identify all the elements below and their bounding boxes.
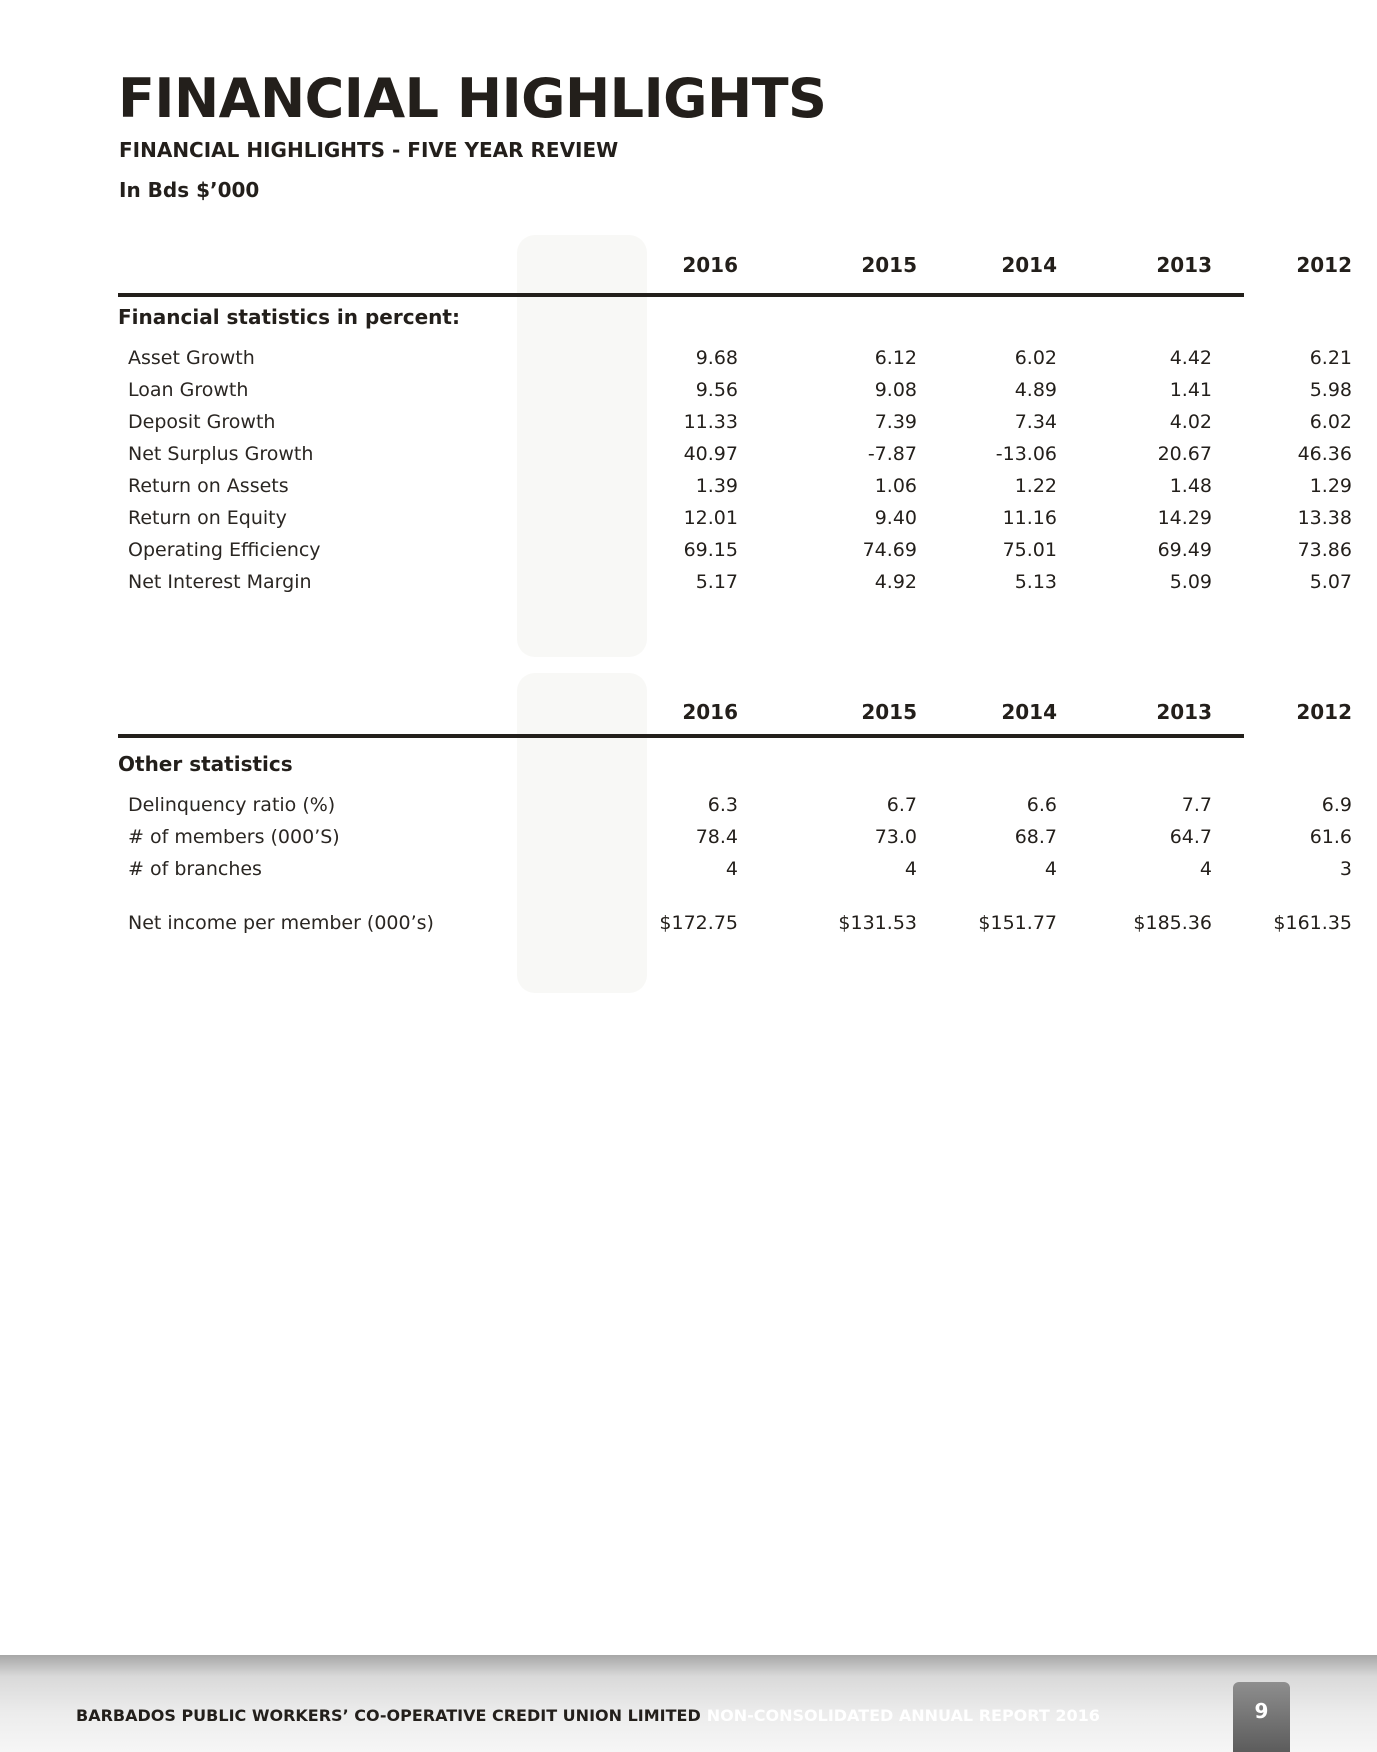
value-2014: $151.77	[978, 912, 1057, 934]
page-number: 9	[1233, 1682, 1290, 1752]
value-2015: -7.87	[867, 443, 917, 465]
other-statistics-table	[118, 700, 1352, 934]
value-2012: 1.29	[1309, 475, 1352, 497]
value-2016: 9.56	[695, 379, 738, 401]
value-2016: 11.33	[683, 411, 738, 433]
table-header-row	[118, 253, 1352, 293]
table-row	[118, 539, 1352, 565]
footer-report-title: NON-CONSOLIDATED ANNUAL REPORT 2016	[706, 1706, 1100, 1725]
value-2013: 7.7	[1181, 794, 1212, 816]
table-row	[118, 826, 1352, 852]
value-2012: 13.38	[1297, 507, 1352, 529]
value-2012: 6.9	[1321, 794, 1352, 816]
value-2013: 4	[1199, 858, 1212, 880]
year-header-2015: 2015	[861, 253, 917, 277]
value-2015: $131.53	[838, 912, 917, 934]
value-2016: $172.75	[659, 912, 738, 934]
year-header-2012: 2012	[1296, 700, 1352, 724]
value-2016: 78.4	[695, 826, 738, 848]
table-row	[118, 507, 1352, 533]
row-label: Operating Efficiency	[128, 539, 321, 561]
footer-organization: BARBADOS PUBLIC WORKERS’ CO-OPERATIVE CREDIT UNION LIMITED	[76, 1706, 701, 1725]
year-header-2014: 2014	[1001, 253, 1057, 277]
value-2014: 4	[1044, 858, 1057, 880]
value-2012: $161.35	[1273, 912, 1352, 934]
value-2013: $185.36	[1133, 912, 1212, 934]
row-label: Net income per member (000’s)	[128, 912, 434, 934]
value-2014: 4.89	[1014, 379, 1057, 401]
value-2013: 14.29	[1157, 507, 1212, 529]
header-rule	[118, 734, 1244, 738]
footer-text	[76, 1708, 1100, 1724]
value-2014: 6.6	[1026, 794, 1057, 816]
page-footer	[0, 1655, 1377, 1752]
value-2015: 9.40	[874, 507, 917, 529]
currency-unit-note: In Bds $’000	[119, 178, 260, 202]
table-row	[118, 912, 1352, 938]
value-2015: 6.12	[874, 347, 917, 369]
value-2015: 9.08	[874, 379, 917, 401]
year-header-2013: 2013	[1156, 253, 1212, 277]
value-2015: 74.69	[862, 539, 917, 561]
table-row	[118, 794, 1352, 820]
value-2016: 12.01	[683, 507, 738, 529]
value-2012: 46.36	[1297, 443, 1352, 465]
table-row	[118, 347, 1352, 373]
value-2016: 1.39	[695, 475, 738, 497]
value-2012: 3	[1339, 858, 1352, 880]
table-row	[118, 443, 1352, 469]
row-label: Asset Growth	[128, 347, 255, 369]
value-2013: 4.02	[1169, 411, 1212, 433]
value-2013: 1.48	[1169, 475, 1212, 497]
table-row	[118, 411, 1352, 437]
row-label: Net Interest Margin	[128, 571, 312, 593]
year-header-2012: 2012	[1296, 253, 1352, 277]
value-2016: 4	[725, 858, 738, 880]
value-2014: 6.02	[1014, 347, 1057, 369]
value-2016: 5.17	[695, 571, 738, 593]
value-2012: 73.86	[1297, 539, 1352, 561]
table-row	[118, 475, 1352, 501]
value-2016: 69.15	[683, 539, 738, 561]
row-label: Return on Equity	[128, 507, 287, 529]
section-heading: Financial statistics in percent:	[118, 305, 460, 329]
value-2014: 1.22	[1014, 475, 1057, 497]
value-2015: 6.7	[886, 794, 917, 816]
value-2015: 73.0	[874, 826, 917, 848]
value-2014: 75.01	[1002, 539, 1057, 561]
value-2014: -13.06	[995, 443, 1057, 465]
year-header-2016: 2016	[682, 700, 738, 724]
row-label: Loan Growth	[128, 379, 249, 401]
table-row	[118, 571, 1352, 597]
financial-statistics-table	[118, 253, 1352, 593]
page-subtitle: FINANCIAL HIGHLIGHTS - FIVE YEAR REVIEW	[119, 138, 619, 162]
row-label: Net Surplus Growth	[128, 443, 314, 465]
year-header-2014: 2014	[1001, 700, 1057, 724]
value-2013: 5.09	[1169, 571, 1212, 593]
value-2013: 64.7	[1169, 826, 1212, 848]
value-2014: 68.7	[1014, 826, 1057, 848]
year-header-2016: 2016	[682, 253, 738, 277]
value-2016: 40.97	[683, 443, 738, 465]
value-2014: 11.16	[1002, 507, 1057, 529]
value-2015: 4	[904, 858, 917, 880]
value-2012: 5.07	[1309, 571, 1352, 593]
value-2013: 20.67	[1157, 443, 1212, 465]
value-2012: 61.6	[1309, 826, 1352, 848]
header-rule	[118, 293, 1244, 297]
value-2012: 6.21	[1309, 347, 1352, 369]
row-label: Deposit Growth	[128, 411, 276, 433]
section-heading: Other statistics	[118, 752, 293, 776]
value-2015: 4.92	[874, 571, 917, 593]
value-2016: 9.68	[695, 347, 738, 369]
value-2013: 4.42	[1169, 347, 1212, 369]
page-title: FINANCIAL HIGHLIGHTS	[118, 67, 827, 130]
table-row	[118, 858, 1352, 884]
year-header-2015: 2015	[861, 700, 917, 724]
value-2013: 1.41	[1169, 379, 1212, 401]
table-row	[118, 379, 1352, 405]
value-2014: 7.34	[1014, 411, 1057, 433]
value-2013: 69.49	[1157, 539, 1212, 561]
row-label: Return on Assets	[128, 475, 289, 497]
value-2016: 6.3	[707, 794, 738, 816]
row-label: # of branches	[128, 858, 262, 880]
year-header-2013: 2013	[1156, 700, 1212, 724]
value-2012: 5.98	[1309, 379, 1352, 401]
value-2015: 1.06	[874, 475, 917, 497]
row-label: # of members (000’S)	[128, 826, 340, 848]
value-2012: 6.02	[1309, 411, 1352, 433]
row-label: Delinquency ratio (%)	[128, 794, 336, 816]
value-2015: 7.39	[874, 411, 917, 433]
value-2014: 5.13	[1014, 571, 1057, 593]
